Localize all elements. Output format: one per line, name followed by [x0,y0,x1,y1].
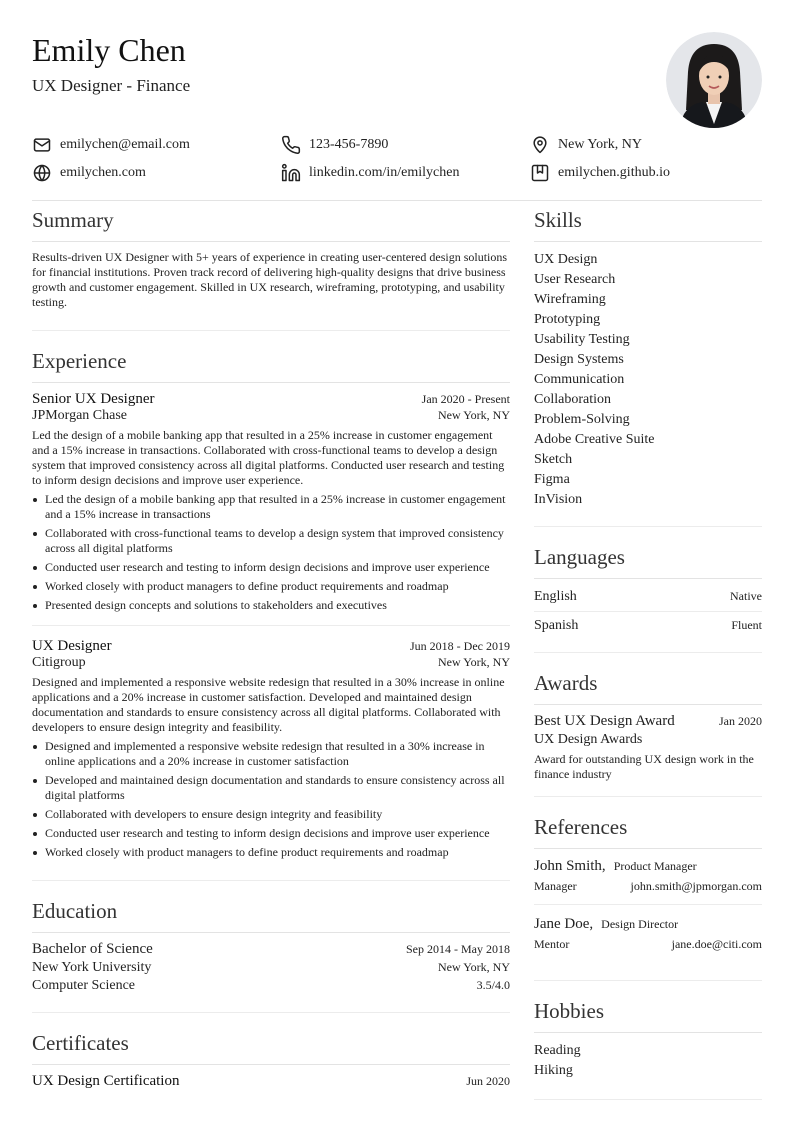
globe-icon [32,163,52,183]
experience-section [32,349,510,881]
experience-title: Experience [32,349,510,383]
summary-section [32,208,510,331]
skill-item: Problem-Solving [534,412,630,427]
certificates-title: Certificates [32,1031,510,1065]
job-bullet: Worked closely with product managers to define product requirements and roadmap [32,845,510,860]
phone-icon [281,135,301,155]
job-bullet: Conducted user research and testing to inform design decisions and improve user experience [32,826,510,841]
job-description: Designed and implemented a responsive website redesign that resulted in a 30% increase in online applications and a 20% increase in customer satisfaction. Developed and maintained design documentation and standards to ensure consistency across all digital platforms. Collaborated with developers to ensure design integrity and feasibility. [32,675,505,734]
job-title: Senior UX Designer [32,391,155,407]
job-bullets [32,739,510,860]
summary-text: Results-driven UX Designer with 5+ years of experience in creating user-centered design solutions for financial institutions. Proven track record of delivering high-quality designs that drive business growth and customer engagement. Skilled in UX research, wireframing, prototyping, and usability testing. [32,250,508,309]
skill-item: Sketch [534,452,573,467]
languages-title: Languages [534,545,762,579]
awards-title: Awards [534,671,762,705]
contact-website[interactable] [32,162,281,184]
education-degree: Bachelor of Science [32,941,153,957]
job-location: New York, NY [437,655,510,669]
reference-name: John Smith, [534,858,606,874]
job-location: New York, NY [437,408,510,422]
skill-item: Wireframing [534,292,606,307]
certificates-section [32,1031,510,1098]
reference-title: Design Director [601,917,679,931]
language-name: English [534,589,577,604]
job-entry [32,391,510,613]
skill-item: Usability Testing [534,332,630,347]
profile-photo [666,32,762,128]
education-gpa: 3.5/4.0 [476,978,510,992]
contact-github-text: emilychen.github.io [558,165,670,180]
resume-header [32,32,762,128]
location-pin-icon [530,135,550,155]
education-location: New York, NY [437,960,510,974]
reference-email[interactable]: john.smith@jpmorgan.com [630,879,762,893]
job-bullet: Designed and implemented a responsive website redesign that resulted in a 30% increase in online applications and a 20% increase in customer satisfaction [32,739,510,769]
job-bullet: Collaborated with developers to ensure design integrity and feasibility [32,807,510,822]
contact-info [32,134,762,184]
certificate-date: Jun 2020 [466,1074,510,1088]
skill-item: Collaboration [534,392,611,407]
skill-item: UX Design [534,252,598,267]
reference-relation: Mentor [534,937,570,951]
job-bullet: Led the design of a mobile banking app that resulted in a 25% increase in customer engagement and a 15% increase in transactions [32,492,510,522]
summary-title: Summary [32,208,510,242]
skills-title: Skills [534,208,762,242]
contact-email-text: emilychen@email.com [60,137,190,152]
skill-item: Design Systems [534,352,624,367]
mail-icon [32,135,52,155]
skill-item: Figma [534,472,570,487]
job-company: Citigroup [32,655,86,670]
reference-relation: Manager [534,879,577,893]
candidate-name: Emily Chen [32,32,186,68]
reference-title: Product Manager [613,859,697,873]
references-section [534,815,762,981]
language-item [534,587,762,612]
award-name: Best UX Design Award [534,713,675,729]
job-bullet: Collaborated with cross-functional teams to develop a design system that improved consistency across all digital platforms [32,526,510,556]
job-company: JPMorgan Chase [32,408,128,423]
contact-phone-text: 123-456-7890 [309,137,389,152]
skill-item: User Research [534,272,616,287]
hobbies-title: Hobbies [534,999,762,1033]
job-date: Jan 2020 - Present [421,392,510,406]
language-name: Spanish [534,618,579,633]
education-date: Sep 2014 - May 2018 [406,942,510,956]
contact-website-text: emilychen.com [60,165,146,180]
reference-name: Jane Doe, [534,916,594,932]
contact-email[interactable] [32,134,281,156]
contact-location-text: New York, NY [558,137,643,152]
certificate-name: UX Design Certification [32,1073,180,1089]
language-level: Native [730,589,762,603]
hobby-item: Hiking [534,1063,573,1078]
job-bullet: Presented design concepts and solutions to stakeholders and executives [32,598,510,613]
languages-section [534,545,762,653]
job-bullet: Worked closely with product managers to define product requirements and roadmap [32,579,510,594]
language-level: Fluent [731,618,762,632]
language-item [534,616,762,640]
reference-email[interactable]: jane.doe@citi.com [671,937,762,951]
job-bullet: Developed and maintained design documentation and standards to ensure consistency across all digital platforms [32,773,510,803]
skill-item: Communication [534,372,625,387]
contact-linkedin[interactable] [281,162,530,184]
github-bookmark-icon [530,163,550,183]
job-bullet: Conducted user research and testing to inform design decisions and improve user experience [32,560,510,575]
contact-location [530,134,762,156]
skill-item: Adobe Creative Suite [534,432,655,447]
side-column [534,208,762,1118]
contact-phone[interactable] [281,134,530,156]
main-column [32,208,510,1116]
hobby-item: Reading [534,1043,581,1058]
education-title: Education [32,899,510,933]
header-divider [32,200,762,201]
award-issuer: UX Design Awards [534,732,643,747]
education-field: Computer Science [32,978,136,993]
award-date: Jan 2020 [719,714,762,728]
skill-item: Prototyping [534,312,601,327]
job-date: Jun 2018 - Dec 2019 [410,639,510,653]
education-school: New York University [32,960,152,975]
job-bullets [32,492,510,613]
job-title: UX Designer [32,638,112,654]
references-title: References [534,815,762,849]
job-description: Led the design of a mobile banking app that resulted in a 25% increase in customer engagement and a 15% increase in transactions. Collaborated with cross-functional teams to develop a design system that improved consistency across all digital platforms. Conducted user research and testing to inform design decisions and improve user experience. [32,428,505,487]
contact-linkedin-text: linkedin.com/in/emilychen [309,165,460,180]
skill-item: InVision [534,492,583,507]
award-description: Award for outstanding UX design work in the finance industry [534,752,754,781]
linkedin-icon [281,163,301,183]
job-entry [32,625,510,860]
hobbies-section [534,999,762,1100]
reference-item [534,857,762,905]
skills-section [534,208,762,527]
reference-item [534,915,762,962]
contact-github[interactable] [530,162,762,184]
awards-section [534,671,762,797]
candidate-role: UX Designer - Finance [32,76,191,95]
education-section [32,899,510,1013]
